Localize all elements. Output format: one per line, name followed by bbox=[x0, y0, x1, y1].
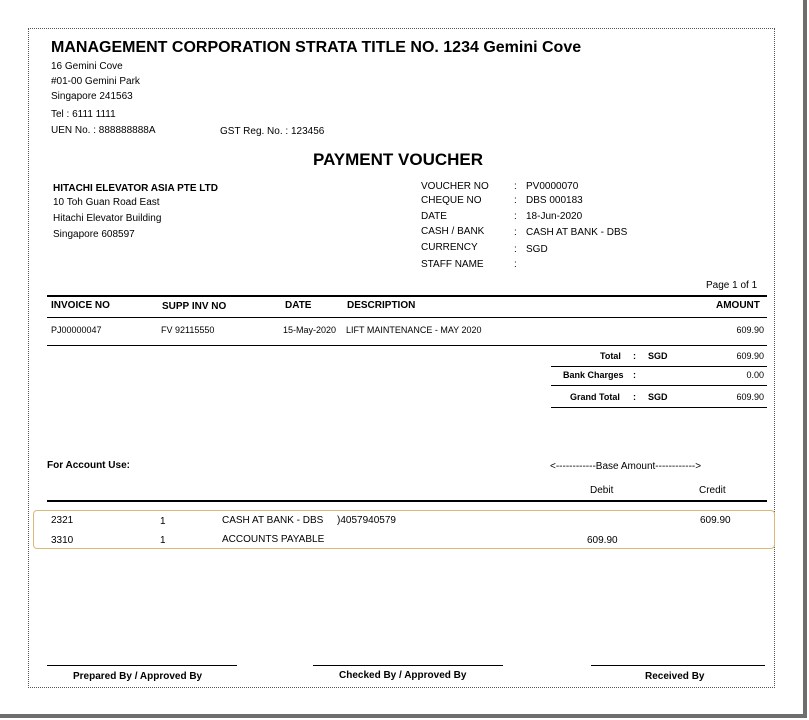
cheque-no-label: CHEQUE NO bbox=[421, 195, 482, 206]
date-value: 18-Jun-2020 bbox=[526, 211, 583, 222]
total-value: 609.90 bbox=[736, 351, 764, 361]
col-header-date: DATE bbox=[285, 300, 312, 311]
currency-label: CURRENCY bbox=[421, 242, 478, 253]
row-supp-inv-no: FV 92115550 bbox=[161, 325, 215, 335]
invoice-table-top-rule bbox=[47, 295, 767, 297]
cheque-no-value: DBS 000183 bbox=[526, 195, 583, 206]
entry-ref: )4057940579 bbox=[337, 515, 396, 526]
voucher-title: PAYMENT VOUCHER bbox=[313, 150, 484, 169]
entry-account: 3310 bbox=[51, 535, 74, 546]
account-use-label: For Account Use: bbox=[47, 460, 130, 471]
bank-charges-colon: : bbox=[633, 370, 636, 380]
grand-total-value: 609.90 bbox=[736, 392, 764, 402]
payee-address-3: Singapore 608597 bbox=[53, 229, 135, 240]
bank-charges-rule bbox=[551, 385, 767, 386]
company-tel: Tel : 6111 1111 bbox=[51, 109, 116, 120]
entry-account: 2321 bbox=[51, 515, 74, 526]
bank-charges-label: Bank Charges bbox=[563, 370, 624, 380]
company-address-2: #01-00 Gemini Park bbox=[51, 76, 140, 87]
currency-colon: : bbox=[514, 244, 517, 255]
row-description: LIFT MAINTENANCE - MAY 2020 bbox=[346, 325, 482, 335]
col-header-amount: AMOUNT bbox=[716, 300, 760, 311]
base-amount-label: <------------Base Amount------------> bbox=[550, 461, 702, 472]
prepared-signature-line bbox=[47, 665, 237, 666]
total-currency: SGD bbox=[648, 351, 668, 361]
company-address-3: Singapore 241563 bbox=[51, 91, 133, 102]
col-header-supp-inv-no: SUPP INV NO bbox=[162, 301, 227, 312]
checked-signature-line bbox=[313, 665, 503, 666]
grand-total-colon: : bbox=[633, 392, 636, 402]
page-number: Page 1 of 1 bbox=[706, 280, 758, 291]
entry-credit: 609.90 bbox=[700, 515, 731, 526]
account-use-rule bbox=[47, 500, 767, 502]
voucher-no-colon: : bbox=[514, 181, 517, 192]
grand-total-label: Grand Total bbox=[570, 392, 620, 402]
debit-header: Debit bbox=[590, 485, 614, 496]
payee-address-2: Hitachi Elevator Building bbox=[53, 213, 162, 224]
credit-header: Credit bbox=[699, 485, 726, 496]
staff-name-label: STAFF NAME bbox=[421, 259, 484, 270]
received-signature-line bbox=[591, 665, 765, 666]
total-label: Total bbox=[600, 351, 621, 361]
cheque-no-colon: : bbox=[514, 195, 517, 206]
invoice-table-bottom-rule bbox=[47, 345, 767, 346]
total-colon: : bbox=[633, 351, 636, 361]
entry-description: ACCOUNTS PAYABLE bbox=[222, 534, 325, 545]
company-name: MANAGEMENT CORPORATION STRATA TITLE NO. 1234 Gemini Cove bbox=[51, 39, 582, 56]
cash-bank-colon: : bbox=[514, 227, 517, 238]
row-amount: 609.90 bbox=[736, 325, 764, 335]
prepared-by-label: Prepared By / Approved By bbox=[73, 671, 203, 682]
date-label: DATE bbox=[421, 211, 447, 222]
entry-description: CASH AT BANK - DBS bbox=[222, 515, 324, 526]
grand-total-rule bbox=[551, 407, 767, 408]
entry-qty: 1 bbox=[160, 535, 166, 546]
grand-total-currency: SGD bbox=[648, 392, 668, 402]
row-date: 15-May-2020 bbox=[283, 325, 337, 335]
date-colon: : bbox=[514, 211, 517, 222]
payee-address-1: 10 Toh Guan Road East bbox=[53, 197, 160, 208]
entry-debit: 609.90 bbox=[587, 535, 618, 546]
company-uen: UEN No. : 888888888A bbox=[51, 125, 156, 136]
row-invoice-no: PJ00000047 bbox=[51, 325, 102, 335]
company-gst: GST Reg. No. : 123456 bbox=[220, 126, 325, 137]
col-header-description: DESCRIPTION bbox=[347, 300, 416, 311]
currency-value: SGD bbox=[526, 244, 548, 255]
cash-bank-value: CASH AT BANK - DBS bbox=[526, 227, 628, 238]
checked-by-label: Checked By / Approved By bbox=[339, 670, 467, 681]
col-header-invoice-no: INVOICE NO bbox=[51, 300, 110, 311]
voucher-no-label: VOUCHER NO bbox=[421, 181, 489, 192]
company-address-1: 16 Gemini Cove bbox=[51, 61, 123, 72]
received-by-label: Received By bbox=[645, 671, 705, 682]
staff-name-colon: : bbox=[514, 259, 517, 270]
cash-bank-label: CASH / BANK bbox=[421, 226, 485, 237]
account-entries bbox=[33, 510, 775, 549]
voucher-page bbox=[28, 28, 775, 688]
payee-name: HITACHI ELEVATOR ASIA PTE LTD bbox=[53, 183, 218, 194]
total-rule bbox=[551, 366, 767, 367]
voucher-no-value: PV0000070 bbox=[526, 181, 579, 192]
entry-qty: 1 bbox=[160, 516, 166, 527]
invoice-table-header-rule bbox=[47, 317, 767, 318]
bank-charges-value: 0.00 bbox=[746, 370, 764, 380]
